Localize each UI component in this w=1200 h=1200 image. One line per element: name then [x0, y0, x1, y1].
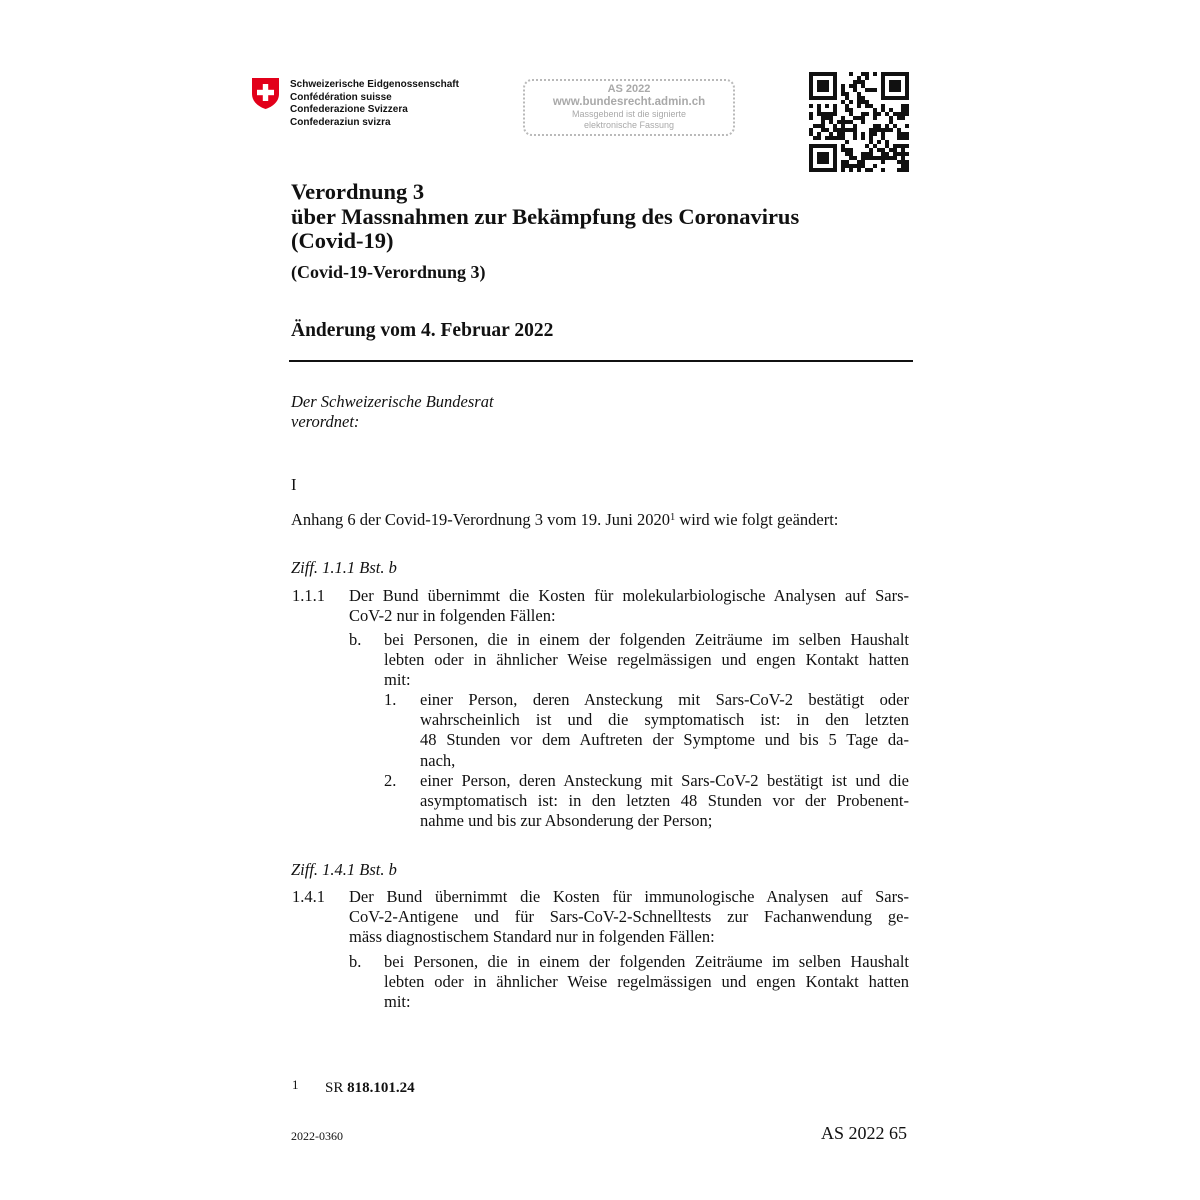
sublist-line: einer Person, deren Ansteckung mit Sars-CoV-2 bestätigt oder: [420, 690, 909, 709]
sublist-line: asymptomatisch ist: in den letzten 48 Stunden vor der Probenent-: [420, 791, 909, 811]
stamp-note-1: Massgebend ist die signierte: [571, 109, 687, 119]
issuer: [291, 392, 494, 432]
amendment-date: Änderung vom 4. Februar 2022: [291, 320, 554, 341]
sublist-line: nach,: [420, 750, 456, 770]
para-number-1-4-1: 1.4.1: [292, 887, 325, 906]
qr-code-icon: [809, 72, 909, 172]
list-item-line: bei Personen, die in einem der folgenden Zeiträume im selben Haushalt: [384, 952, 909, 971]
stamp-note-2: elektronische Fassung: [583, 119, 675, 130]
sublist-line: 48 Stunden vor dem Auftreten der Symptome und bis 5 Tage da-: [420, 730, 909, 750]
footnote-sr-number: 818.101.24: [347, 1080, 415, 1096]
paragraph-line: Der Bund übernimmt die Kosten für immunologische Analysen auf Sars-: [349, 887, 909, 906]
footnote-number: 1: [292, 1077, 299, 1092]
list-item-line: mit:: [384, 992, 411, 1012]
footnote-ref[interactable]: 1: [670, 512, 676, 523]
sublist-label-1: 1.: [384, 690, 397, 709]
sublist-line: einer Person, deren Ansteckung mit Sars-CoV-2 bestätigt ist und die: [420, 771, 909, 790]
confederation-name-rm: Confederaziun svizra: [290, 116, 391, 128]
list-item-line: lebten oder in ähnlicher Weise regelmässigen und engen Kontakt hatten: [384, 650, 909, 670]
confederation-name-de: Schweizerische Eidgenossenschaft: [290, 79, 459, 90]
list-item-line: mit:: [384, 670, 411, 690]
paragraph-line: CoV-2 nur in folgenden Fällen:: [349, 606, 556, 626]
intro-text: Anhang 6 der Covid-19-Verordnung 3 vom 19. Juni 2020: [291, 510, 671, 529]
sublist-label-2: 2.: [384, 771, 397, 790]
paragraph-line: mäss diagnostischem Standard nur in folgenden Fällen:: [349, 927, 715, 947]
footnote: [325, 1080, 415, 1097]
document-code: 2022-0360: [291, 1129, 343, 1143]
issuer-name: Der Schweizerische Bundesrat: [291, 392, 494, 411]
official-publication-stamp: [523, 79, 735, 136]
section-heading-1: Ziff. 1.1.1 Bst. b: [291, 558, 397, 577]
issuer-verb: verordnet:: [291, 412, 360, 432]
title-line-2: über Massnahmen zur Bekämpfung des Coronavirus: [291, 203, 800, 229]
stamp-url: www.bundesrecht.admin.ch: [552, 96, 706, 108]
confederation-names: [290, 79, 459, 129]
swiss-coat-of-arms-icon: [251, 77, 280, 110]
paragraph-1-4-1: [349, 887, 909, 948]
footnote-prefix: SR: [325, 1080, 348, 1096]
sublist-item-1: [420, 690, 909, 771]
section-heading-2: Ziff. 1.4.1 Bst. b: [291, 860, 397, 879]
page-reference: AS 2022 65: [821, 1123, 908, 1143]
sublist-line: wahrscheinlich ist und die symptomatisch ist: in den letzten: [420, 710, 909, 730]
confederation-name-it: Confederazione Svizzera: [290, 104, 408, 115]
list-label-b-2: b.: [349, 952, 362, 971]
sublist-item-2: [420, 771, 909, 832]
section-roman-numeral: I: [291, 475, 297, 494]
stamp-collection: AS 2022: [607, 83, 651, 95]
intro-text-end: wird wie folgt geändert:: [675, 510, 839, 529]
list-item-line: bei Personen, die in einem der folgenden Zeiträume im selben Haushalt: [384, 630, 909, 649]
list-item-line: lebten oder in ähnlicher Weise regelmässigen und engen Kontakt hatten: [384, 972, 909, 992]
paragraph-1-1-1: [349, 586, 909, 626]
list-item-b: [384, 630, 909, 691]
confederation-name-fr: Confédération suisse: [290, 91, 392, 103]
sublist-line: nahme und bis zur Absonderung der Person;: [420, 811, 713, 831]
title-line-3: (Covid-19): [291, 228, 394, 253]
short-title: (Covid-19-Verordnung 3): [291, 262, 486, 282]
paragraph-line: Der Bund übernimmt die Kosten für molekularbiologische Analysen auf Sars-: [349, 586, 909, 605]
paragraph-line: CoV-2-Antigene und für Sars-CoV-2-Schnelltests zur Fachanwendung ge-: [349, 907, 909, 927]
divider: [289, 360, 913, 362]
ordinance-title: [291, 180, 799, 254]
title-line-1: Verordnung 3: [291, 179, 425, 204]
list-label-b: b.: [349, 630, 362, 649]
list-item-b-2: [384, 952, 909, 1013]
para-number-1-1-1: 1.1.1: [292, 586, 325, 605]
intro-sentence: [291, 510, 838, 530]
